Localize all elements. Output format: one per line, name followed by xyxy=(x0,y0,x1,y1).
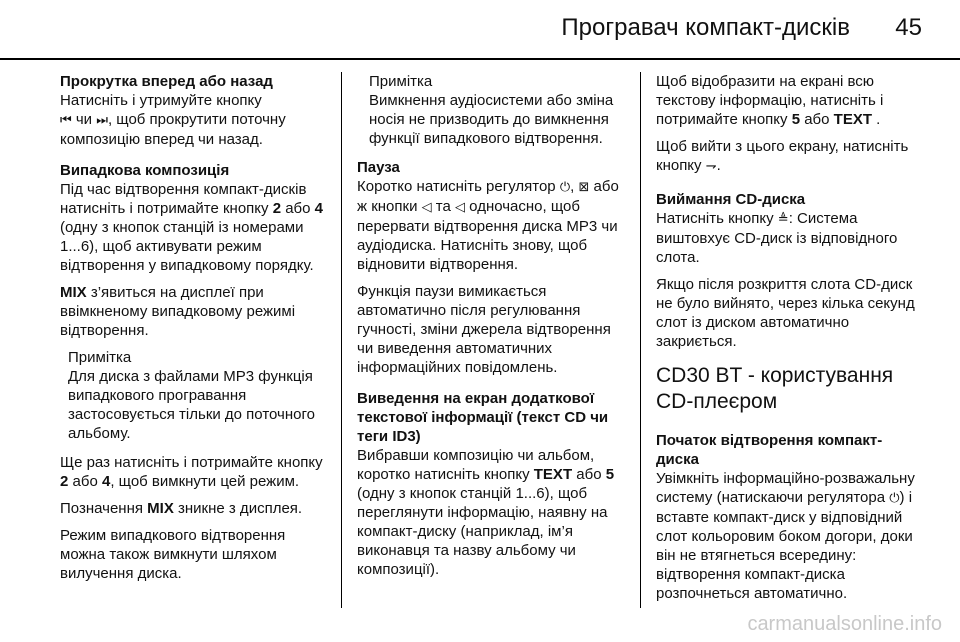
paragraph xyxy=(656,137,924,176)
text: або xyxy=(281,200,315,217)
eject-icon: ≜ xyxy=(777,212,789,227)
power-icon: ⏻ xyxy=(889,491,900,506)
note-title: Примітка xyxy=(369,73,433,90)
text: Позначення xyxy=(60,500,148,517)
section-scroll xyxy=(60,72,328,149)
section-heading: Виведення на екран додаткової текстової інформації (текст CD чи теги ID3) xyxy=(357,390,609,445)
section-start xyxy=(656,431,924,603)
text: одночасно, щоб перервати відтворення диска MP3 чи аудіодиска. Натисніть знову, щоб відновити відтворення. xyxy=(357,198,618,273)
paragraph xyxy=(656,72,924,129)
header-rule xyxy=(0,58,960,60)
note xyxy=(369,72,629,148)
mute-icon: ⊠ xyxy=(578,180,590,195)
section-random xyxy=(60,161,328,583)
note-title: Примітка xyxy=(68,349,132,366)
key-label: 2 xyxy=(272,200,282,217)
section-eject xyxy=(656,190,924,351)
paragraph: Функція паузи вимикається автоматично після регулювання гучності, зміни джерела відтворення чи виведення автоматичних інформаційних повідомлень. xyxy=(357,283,611,376)
paragraph: Якщо після розкриття слота CD-диск не було вийнято, через кілька секунд слот із диском автоматично закриється. xyxy=(656,276,915,350)
paragraph xyxy=(656,469,924,603)
section-heading: Прокрутка вперед або назад xyxy=(60,73,273,90)
paragraph xyxy=(60,453,328,491)
section-heading: Випадкова композиція xyxy=(60,162,230,179)
text: або xyxy=(800,111,834,128)
page-title: Програвач компакт-дисків xyxy=(561,14,850,41)
mix-label: MIX xyxy=(60,284,87,301)
text: , xyxy=(570,178,579,195)
text: : Система виштовхує CD-диск із відповідного слота. xyxy=(656,210,898,266)
column-divider-2 xyxy=(640,72,641,608)
power-icon: ⏻ xyxy=(559,180,571,195)
text: , щоб прокрутити поточну композицію вперед чи назад. xyxy=(60,111,286,148)
text: або ж кнопки xyxy=(357,178,619,215)
text: або xyxy=(572,466,606,483)
text: Натисніть кнопку xyxy=(656,210,778,227)
paragraph xyxy=(357,446,629,579)
paragraph xyxy=(656,209,924,267)
mix-label: MIX xyxy=(147,500,174,517)
text: Щоб відобразити на екрані всю текстову інформацію, натисніть і потримайте кнопку xyxy=(656,73,884,128)
text: Коротко натисніть регулятор xyxy=(357,178,560,195)
text: Натисніть і утримуйте кнопку xyxy=(60,92,262,109)
text: , щоб вимкнути цей режим. xyxy=(110,473,300,490)
section-heading: Початок відтворення компакт-диска xyxy=(656,432,883,468)
section-heading: Виймання CD-диска xyxy=(656,191,806,208)
key-label: 4 xyxy=(314,200,324,217)
text: чи xyxy=(71,111,97,128)
next-track-icon: ⏭ xyxy=(96,113,108,128)
volume-down-icon: ◁ xyxy=(455,200,466,215)
paragraph xyxy=(60,180,328,275)
paragraph: Режим випадкового відтворення можна також вимкнути шляхом вилучення диска. xyxy=(60,527,286,582)
column-2 xyxy=(357,72,629,591)
paragraph xyxy=(60,499,328,518)
paragraph xyxy=(60,283,328,340)
text: з’явиться на дисплеї при ввімкненому випадковому режимі відтворення. xyxy=(60,284,296,339)
text: Увімкніть інформаційно-розважальну систему (натискаючи регулятора xyxy=(656,470,915,506)
note-text: Вимкнення аудіосистеми або зміна носія не призводить до вимкнення функції випадкового відтворення. xyxy=(369,92,614,147)
previous-track-icon: ⏮ xyxy=(60,113,72,128)
column-divider-1 xyxy=(341,72,342,608)
text: Щоб вийти з цього екрану, натисніть кнопку xyxy=(656,138,909,174)
section-heading: Пауза xyxy=(357,159,400,176)
text: або xyxy=(68,473,102,490)
note-text: Для диска з файлами MP3 функція випадкового програвання застосовується тільки до поточного альбому. xyxy=(68,368,315,442)
text: Ще раз натисніть і потримайте кнопку xyxy=(60,454,323,471)
key-label: 5 xyxy=(605,466,615,483)
key-label: TEXT xyxy=(533,466,573,483)
section-cd-text xyxy=(357,389,629,579)
key-label: TEXT xyxy=(833,111,872,128)
text: та xyxy=(431,198,456,215)
key-label: 4 xyxy=(101,473,111,490)
paragraph xyxy=(60,91,328,149)
text: . xyxy=(872,111,881,128)
key-label: 2 xyxy=(60,473,69,490)
text: Під час відтворення компакт-дисків натисніть і потримайте кнопку xyxy=(60,181,307,217)
note xyxy=(68,348,328,443)
text: (одну з кнопок станцій 1...6), щоб переглянути інформацію, наявну на компакт-диску (наприклад, ім’я виконавця та назву альбому чи композиції). xyxy=(357,485,608,578)
paragraph xyxy=(357,177,629,274)
text: зникне з дисплея. xyxy=(173,500,303,517)
volume-up-icon: ◁ xyxy=(421,200,432,215)
text: ) і вставте компакт-диск у відповідний слот кольоровим боком догори, доки він не втягнеться всередину: відтворення компакт-диска розпочнеться автоматично. xyxy=(656,489,913,602)
column-1 xyxy=(60,72,328,595)
chapter-heading: CD30 BT - користування CD-плеєром xyxy=(656,364,894,413)
text: Вибравши композицію чи альбом, коротко натисніть кнопку xyxy=(357,447,595,483)
text: (одну з кнопок станцій із номерами 1...6), щоб активувати режим відтворення у випадковому порядку. xyxy=(60,219,314,274)
page-header xyxy=(0,0,960,58)
text: . xyxy=(716,157,721,174)
section-pause xyxy=(357,158,629,377)
column-3 xyxy=(656,72,924,615)
page-number: 45 xyxy=(895,14,922,41)
watermark: carmanualsonline.info xyxy=(747,613,942,635)
key-label: 5 xyxy=(791,111,801,128)
back-icon: ⇁ xyxy=(705,159,717,174)
